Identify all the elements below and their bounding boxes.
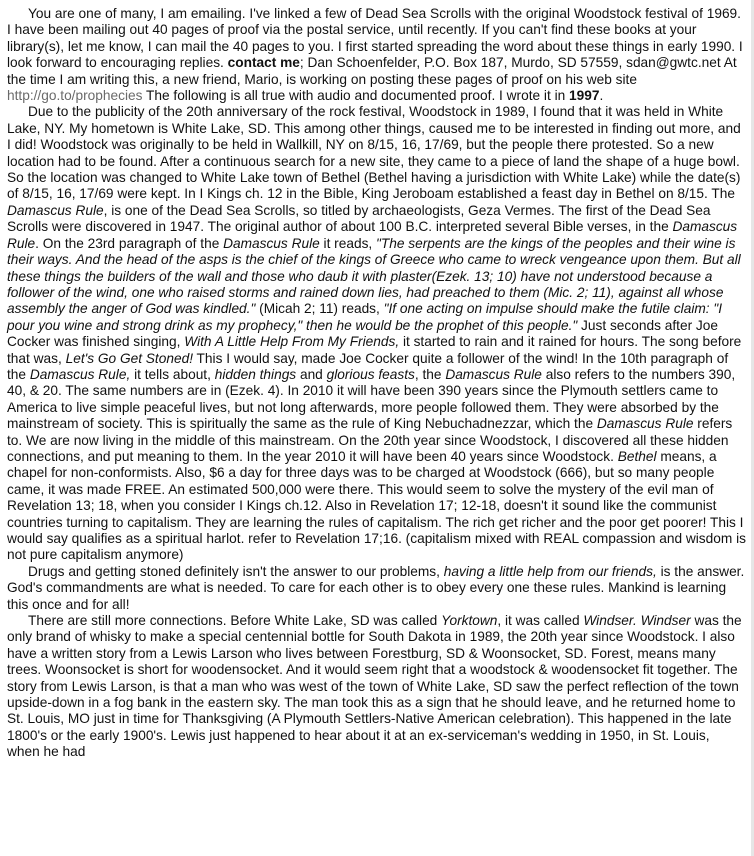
italic-run: Damascus Rule [223, 235, 320, 251]
text-run: (Micah 2; 11) reads, [255, 301, 384, 317]
intro-address: ; Dan Schoenfelder, P.O. Box 187, Murdo, SD 57559, [299, 55, 627, 71]
italic-run: Damascus Rule [7, 219, 738, 251]
intro-text-3: The following is all true with audio and documented proof. I wrote it in [142, 88, 570, 104]
text-run: , the [414, 366, 446, 382]
italic-run: Windser. [583, 613, 637, 629]
text-run: it started to rain and it rained for hours. The song before that was, [7, 334, 742, 366]
drugs-paragraph [7, 564, 746, 613]
text-run: Just seconds after Joe Cocker was finished singing, [7, 317, 719, 350]
text-run: means, a chapel for non-conformists. Also, $6 a day for three days was to be charged at Woodstock (666), but so many people came, it was made FREE. An estimated 500,000 were there. This would seem to solve the mystery of the evil man of Revelation 13; 18, when you consider I Kings ch.12. Also in Revelation 17; 12-18, doesn't it sound like the communist countries turning to capitalism. They are learning the rules of capitalism. The rich get richer and the poor get poorer! This I would say qualifies as a spiritual harlot. refer to Revelation 17;16. (capitalism mixed with REAL compassion and wisdom is not pure capitalism anymore) [7, 448, 746, 563]
email-address: sdan@gwtc.net [626, 55, 721, 71]
italic-run: Windser [640, 613, 691, 629]
intro-paragraph [7, 6, 746, 104]
website-link[interactable]: http://go.to/prophecies [7, 88, 143, 104]
song-title: Let's Go Get Stoned! [65, 350, 193, 366]
text-run: This I would say, made Joe Cocker quite a follower of the wind! In the 10th paragraph of the [7, 350, 729, 382]
italic-run: Damascus Rule, [29, 366, 131, 382]
text-run: . On the 23rd paragraph of the [35, 235, 224, 251]
text-run: it reads, [319, 235, 377, 251]
text-run: was the only brand of whisky to make a special centennial bottle for South Dakota in 1989, the 20th year since Woodstock. I also have a written story from a Lewis Larson who lives between Forestburg, SD & Woonsocket, SD. Forest, means many trees. Woonsocket is short for woodensocket. And it would seem right that a woodstock & woodensocket fit together. The story from Lewis Larson, is that a man who was west of the town of White Lake, SD saw the perfect reflection of the town upside-down in a fog bank in the eastern sky. The man took this as a sign that he should leave, and he returned home to St. Louis, MO just in time for Thanksgiving (A Plymouth Settlers-Native American celebration). This happened in the late 1800's or the early 1900's. Lewis just happened to hear about it at an ex-serviceman's wedding in 1950, in St. Louis, when he had [7, 613, 742, 760]
intro-period: . [599, 88, 604, 104]
italic-run: Damascus Rule [445, 366, 542, 382]
italic-run: Bethel [617, 448, 657, 464]
written-year: 1997 [569, 88, 600, 104]
text-run: Due to the publicity of the 20th anniversary of the rock festival, Woodstock in 1989, I found that it was held in White Lake, NY. My hometown is White Lake, SD. This among other things, caused me to be interested in finding out more, and I did! Woodstock was originally to be held in Wallkill, NY on 8/15, 16, 17/69, but the people there protested. So a new location had to be found. After a continuous search for a new site, they came to a piece of land the shape of a huge bowl. So the location was changed to White Lake town of Bethel (Bethel having a jurisdiction with White Lake) while the date(s) of 8/15, 16, 17/69 were kept. In I Kings ch. 12 in the Bible, King Jeroboam established a feast day in Bethel on 8/15. The [7, 104, 741, 202]
text-run: Drugs and getting stoned definitely isn't the answer to our problems, [28, 563, 444, 579]
text-run: , is one of the Dead Sea Scrolls, so titled by archaeologists, Geza Vermes. The first of the Dead Sea Scrolls were discovered in 1947. The original author of about 100 B.C. interpreted several Bible verses, in the [7, 202, 711, 235]
woodstock-paragraph [7, 104, 746, 563]
intro-text-2: At the time I am writing this, a new friend, Mario, is working on posting these pages of proof on his web site [7, 55, 737, 87]
italic-run: Damascus Rule [7, 202, 104, 218]
quote-damascus-rule: "The serpents are the kings of the peoples and their wine is their ways. And the head of the asps is the chief of the kings of Greece who came to wreck vengeance upon them. But all these things the builders of the wall and those who daub it with plaster(Ezek. 13; 10) have not understood because a follower of the wind, one who raised storms and rained down lies, had preached to them (Mic. 2; 11), against all whose assembly the anger of God was kindled." [7, 235, 741, 317]
intro-text: You are one of many, I am emailing. I've linked a few of Dead Sea Scrolls with the original Woodstock festival of 1969. I have been mailing out 40 pages of proof via the postal service, until recently. If you can't find these books at your library(s), let me know, I can mail the 40 pages to you. I first started spreading the word about these things in early 1990. I look forward to encouraging replies. [7, 6, 743, 71]
text-run: also refers to the numbers 390, 40, & 20. The same numbers are in (Ezek. 4). In 2010 it will have been 390 years since the Plymouth settlers came to America to live simple peaceful lives, but not long afterwards, more people followed them. They were absorbed by the mainstream of society. This is spiritually the same as the rule of King Nebuchadnezzar, which the [7, 366, 736, 432]
italic-run: Yorktown [441, 613, 498, 629]
contact-me-text: contact me [227, 55, 300, 71]
quote-micah: "If one acting on impulse should make the futile claim: "I pour you wine and strong drink as my prophecy," then he would be the prophet of this people." [7, 301, 723, 333]
text-run: is the answer. God's commandments are what is needed. To care for each other is to obey every one these rules. Mankind is learning this once and for all! [7, 563, 745, 612]
text-run: refers to. We are now living in the middle of this mainstream. On the 20th year since Woodstock, I discovered all these hidden connections, and put meaning to them. In the year 2010 it will have been 40 years since Woodstock. [7, 416, 733, 464]
text-run: and [296, 366, 327, 382]
italic-run: glorious feasts [326, 366, 415, 382]
text-run: it tells about, [130, 366, 215, 382]
italic-run: having a little help from our friends, [443, 563, 657, 579]
italic-run: Damascus Rule [596, 416, 694, 432]
italic-run: hidden things [214, 366, 297, 382]
text-run: There are still more connections. Before White Lake, SD was called [28, 613, 442, 629]
text-run: , it was called [497, 613, 584, 629]
song-title: With A Little Help From My Friends, [184, 334, 400, 350]
connections-paragraph [7, 613, 746, 761]
